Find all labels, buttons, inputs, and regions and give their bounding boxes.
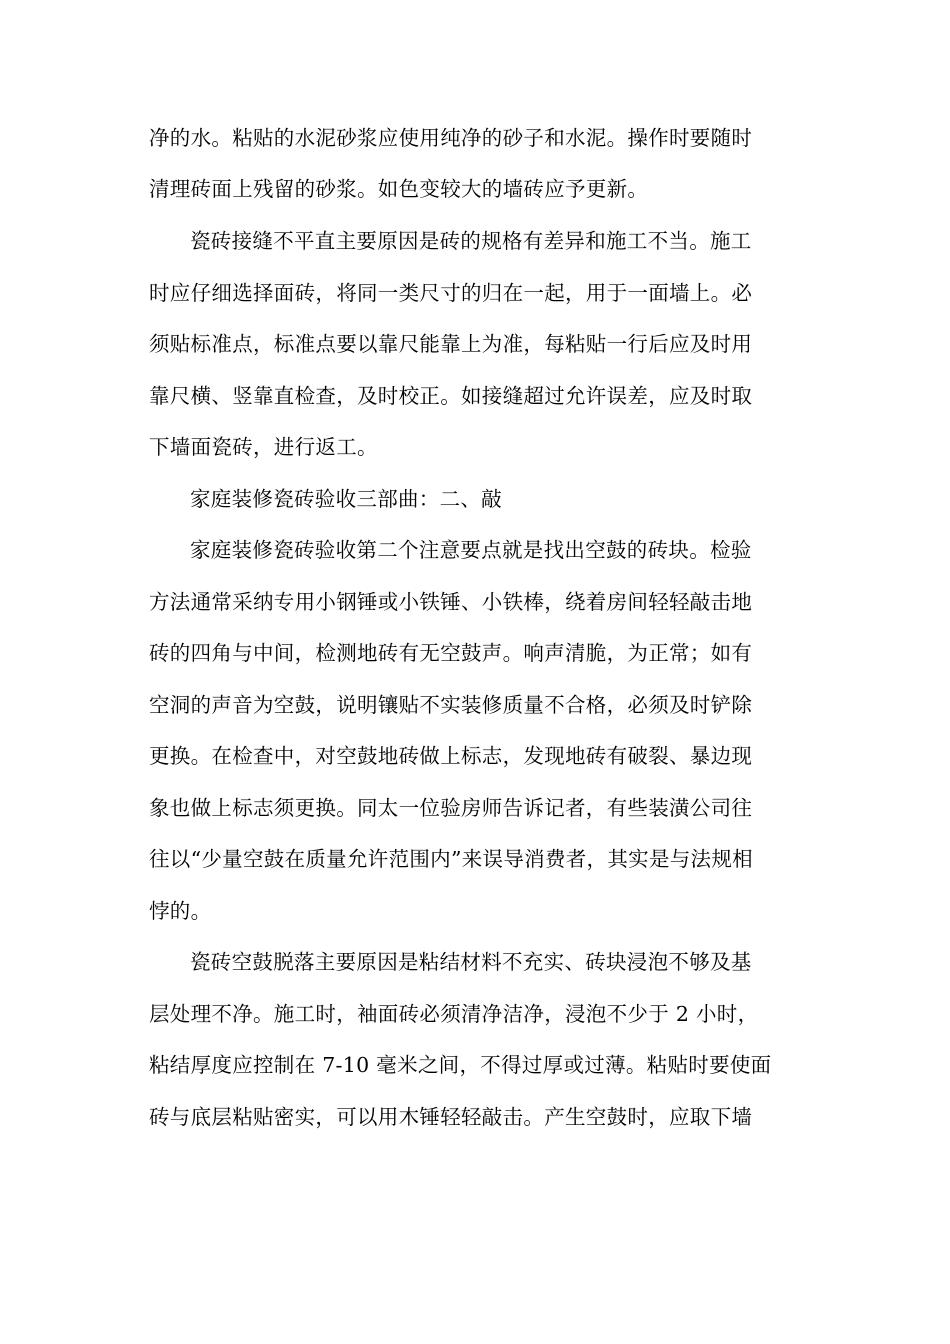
section-heading: 家庭装修瓷砖验收三部曲：二、敲 (190, 487, 502, 511)
text-line: 更换。在检查中，对空鼓地砖做上标志，发现地砖有破裂、暴边现 (149, 744, 753, 768)
text-line: 家庭装修瓷砖验收第二个注意要点就是找出空鼓的砖块。检验 (190, 538, 752, 562)
text-line: 瓷砖接缝不平直主要原因是砖的规格有差异和施工不当。施工 (190, 229, 752, 253)
text-line: 砖与底层粘贴密实，可以用木锤轻轻敲击。产生空鼓时，应取下墙 (149, 1105, 753, 1129)
text-line: 下墙面瓷砖，进行返工。 (149, 435, 378, 459)
text-line: 粘结厚度应控制在 7-10 毫米之间，不得过厚或过薄。粘贴时要使面 (149, 1053, 772, 1077)
text-line: 象也做上标志须更换。同太一位验房师告诉记者，有些装潢公司往 (149, 796, 753, 820)
text-line: 清理砖面上残留的砂浆。如色变较大的墙砖应予更新。 (149, 177, 649, 201)
text-line: 靠尺横、竖靠直检查，及时校正。如接缝超过允许误差，应及时取 (149, 384, 753, 408)
text-line: 悖的。 (149, 899, 212, 923)
text-line: 空洞的声音为空鼓，说明镶贴不实装修质量不合格，必须及时铲除 (149, 693, 753, 717)
text-line: 须贴标准点，标准点要以靠尺能靠上为准，每粘贴一行后应及时用 (149, 332, 753, 356)
text-line: 方法通常采纳专用小钢锤或小铁锤、小铁棒，绕着房间轻轻敲击地 (149, 590, 753, 614)
text-line: 净的水。粘贴的水泥砂浆应使用纯净的砂子和水泥。操作时要随时 (149, 126, 753, 150)
text-line: 砖的四角与中间，检测地砖有无空鼓声。响声清脆，为正常；如有 (149, 641, 753, 665)
text-line: 往以“少量空鼓在质量允许范围内”来误导消费者，其实是与法规相 (149, 847, 753, 871)
text-line: 时应仔细选择面砖，将同一类尺寸的归在一起，用于一面墙上。必 (149, 281, 753, 305)
text-line: 瓷砖空鼓脱落主要原因是粘结材料不充实、砖块浸泡不够及基 (190, 950, 752, 974)
text-line: 层处理不净。施工时，袖面砖必须清净洁净，浸泡不少于 2 小时， (149, 1002, 759, 1026)
